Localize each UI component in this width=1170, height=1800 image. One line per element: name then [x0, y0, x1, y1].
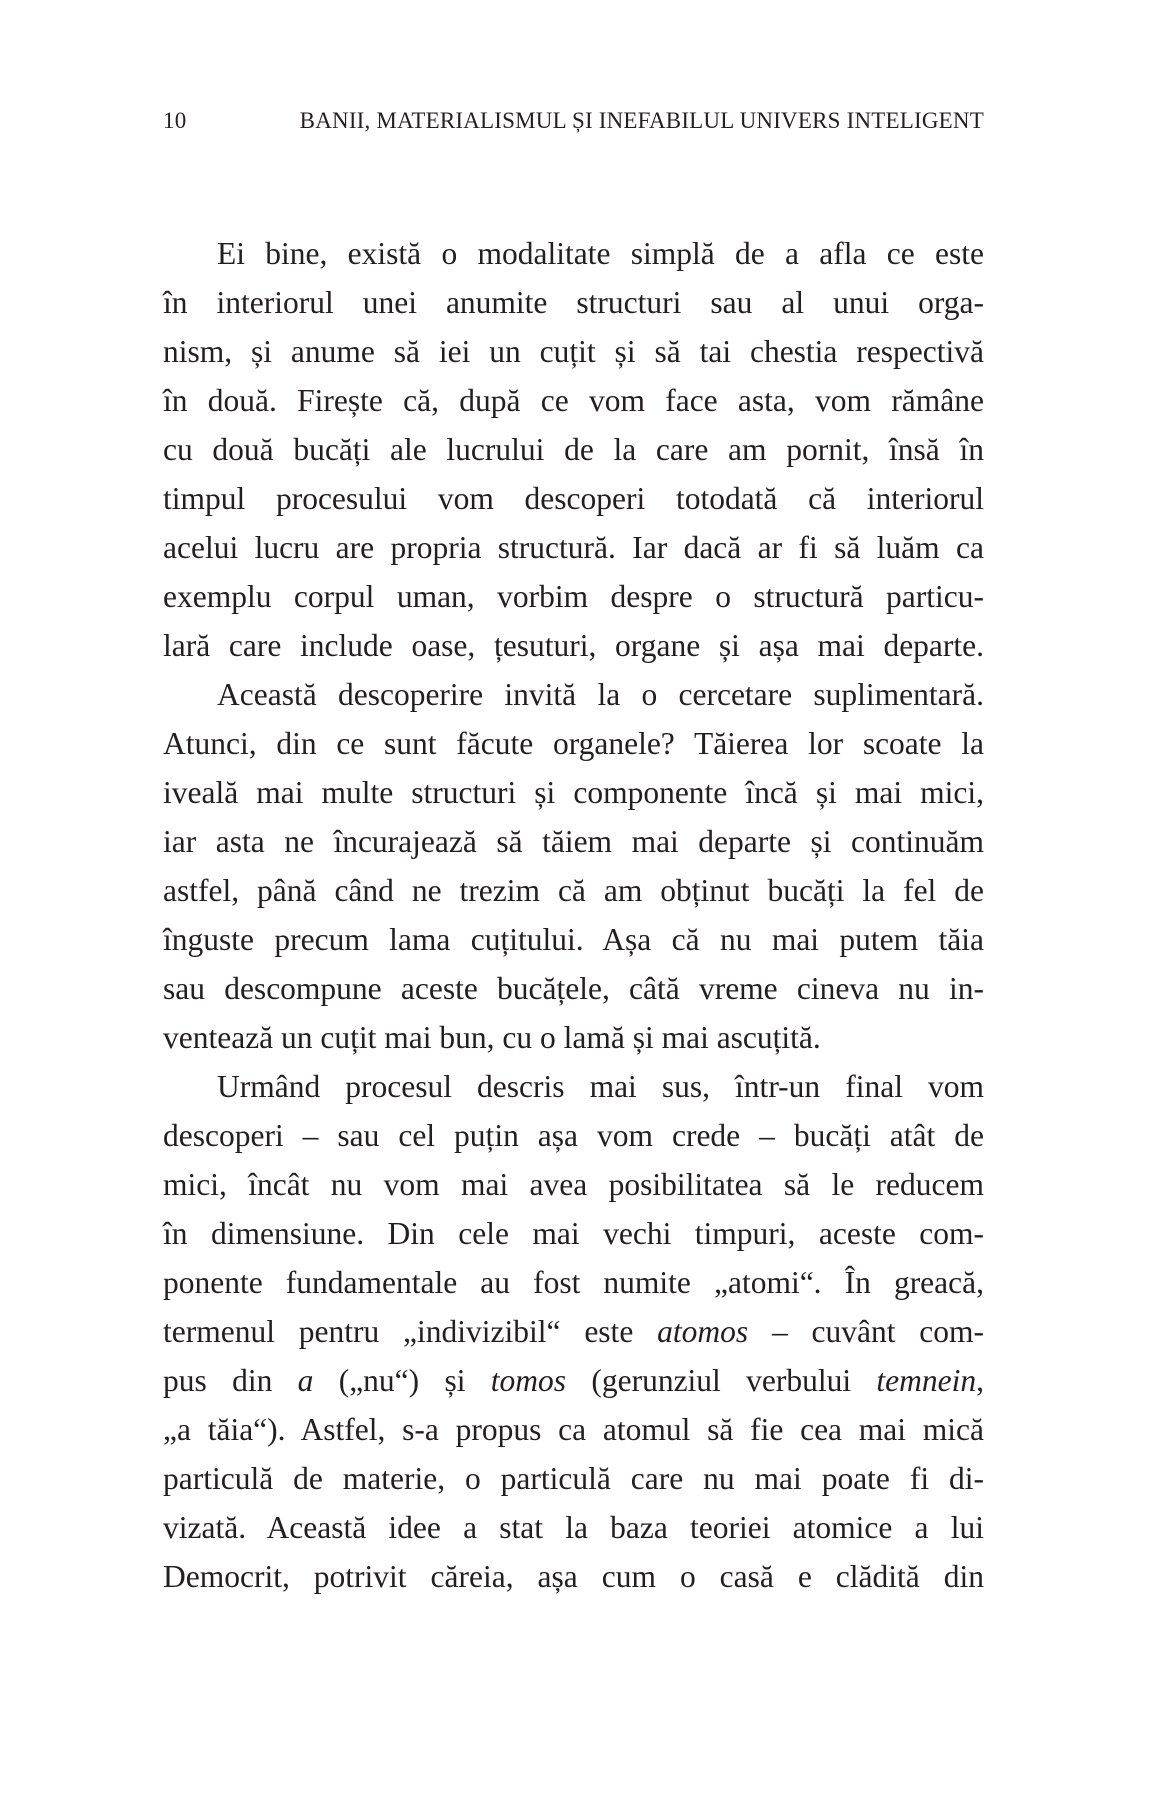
text-line: sau descompune aceste bucățele, câtă vreme cineva nu in-	[163, 971, 984, 1006]
body-text	[163, 229, 984, 1601]
italic-term: temnein	[876, 1363, 977, 1398]
text-line: nism, și anume să iei un cuțit și să tai chestia respectivă	[163, 334, 984, 369]
text-line: particulă de materie, o particulă care nu mai poate fi di-	[163, 1461, 984, 1496]
paragraph-3	[163, 1062, 984, 1601]
text-line: astfel, până când ne trezim că am obținut bucăți la fel de	[163, 873, 984, 908]
text-line: acelui lucru are propria structură. Iar dacă ar fi să luăm ca	[163, 530, 984, 565]
text-line: descoperi – sau cel puțin așa vom crede – bucăți atât de	[163, 1118, 984, 1153]
text-line: lară care include oase, țesuturi, organe și așa mai departe.	[163, 628, 984, 663]
text-line: Ei bine, există o modalitate simplă de a afla ce este	[217, 236, 984, 271]
text-line: în dimensiune. Din cele mai vechi timpuri, aceste com-	[163, 1216, 984, 1251]
page-number: 10	[163, 108, 187, 133]
text-line: iveală mai multe structuri și componente încă și mai mici,	[163, 775, 984, 810]
italic-term: a	[297, 1363, 314, 1398]
text-line: Atunci, din ce sunt făcute organele? Tăierea lor scoate la	[163, 726, 984, 761]
text-line: exemplu corpul uman, vorbim despre o structură particu-	[163, 579, 984, 614]
text-line: în interiorul unei anumite structuri sau al unui orga-	[163, 285, 984, 320]
running-head	[163, 104, 984, 138]
text-line: Această descoperire invită la o cercetare suplimentară.	[217, 677, 984, 712]
text-line: ponente fundamentale au fost numite „atomi“. În greacă,	[163, 1265, 984, 1300]
text-line: ventează un cuțit mai bun, cu o lamă și mai ascuțită.	[163, 1020, 821, 1055]
italic-term: atomos	[657, 1314, 749, 1349]
text-span: („nu“) și	[313, 1363, 491, 1398]
text-line	[163, 1307, 984, 1356]
text-span: pus din	[163, 1363, 298, 1398]
text-line	[163, 1356, 984, 1405]
text-line: cu două bucăți ale lucrului de la care am pornit, însă în	[163, 432, 984, 467]
text-line: în două. Firește că, după ce vom face asta, vom rămâne	[163, 383, 984, 418]
paragraph-1	[163, 229, 984, 670]
text-span: ,	[976, 1363, 984, 1398]
text-line: timpul procesului vom descoperi totodată că interiorul	[163, 481, 984, 516]
text-line: iar asta ne încurajează să tăiem mai departe și continuăm	[163, 824, 984, 859]
text-line: înguste precum lama cuțitului. Așa că nu mai putem tăia	[163, 922, 984, 957]
text-line: mici, încât nu vom mai avea posibilitatea să le reducem	[163, 1167, 984, 1202]
text-span: (gerunziul verbului	[566, 1363, 877, 1398]
text-line: vizată. Această idee a stat la baza teoriei atomice a lui	[163, 1510, 984, 1545]
text-span: termenul pentru „indivizibil“ este	[163, 1314, 658, 1349]
text-line: „a tăia“). Astfel, s-a propus ca atomul să fie cea mai mică	[163, 1412, 984, 1447]
italic-term: tomos	[490, 1363, 567, 1398]
text-line: Urmând procesul descris mai sus, într-un final vom	[217, 1069, 984, 1104]
text-span: – cuvânt com-	[748, 1314, 984, 1349]
paragraph-2	[163, 670, 984, 1062]
text-line: Democrit, potrivit căreia, așa cum o casă e clădită din	[163, 1559, 984, 1594]
book-title: BANII, MATERIALISMUL ȘI INEFABILUL UNIVERS INTELIGENT	[299, 108, 984, 133]
